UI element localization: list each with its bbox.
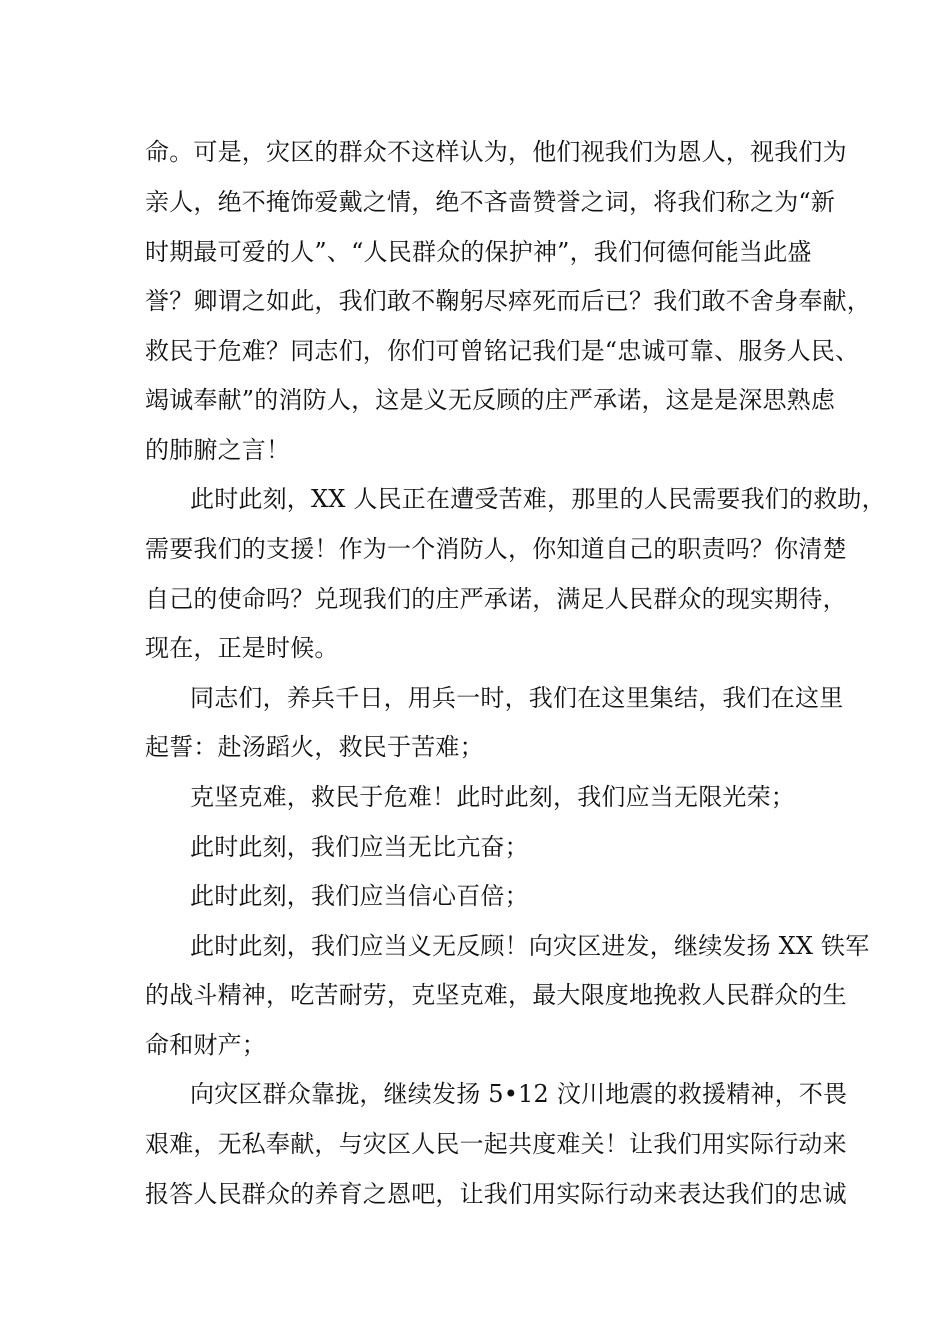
text-line: 向灾区群众靠拢，继续发扬 5•12 汶川地震的救援精神，不畏: [190, 1080, 848, 1108]
text-line: 命。可是，灾区的群众不这样认为，他们视我们为恩人，视我们为: [145, 138, 847, 166]
text-line: 自己的使命吗？兑现我们的庄严承诺，满足人民群众的现实期待，: [145, 585, 847, 613]
text-line: 现在，正是时候。: [145, 634, 339, 662]
text-line: 的战斗精神，吃苦耐劳，克坚克难，最大限度地挽救人民群众的生: [145, 981, 847, 1009]
text-line: 救民于危难？同志们，你们可曾铭记我们是“忠诚可靠、服务人民、: [145, 337, 860, 365]
text-line: 时期最可爱的人”、“人民群众的保护神”，我们何德何能当此盛: [145, 238, 812, 266]
text-line: 竭诚奉献”的消防人，这是义无反顾的庄严承诺，这是是深思熟虑: [145, 386, 836, 414]
text-line: 此时此刻，我们应当信心百倍；: [190, 882, 529, 910]
text-line: 亲人，绝不掩饰爱戴之情，绝不吝啬赞誉之词，将我们称之为“新: [145, 188, 836, 216]
text-line: 艰难，无私奉献，与灾区人民一起共度难关！让我们用实际行动来: [145, 1130, 847, 1158]
text-line: 此时此刻，XX 人民正在遭受苦难，那里的人民需要我们的救助，: [190, 485, 886, 513]
text-line: 誉？卿谓之如此，我们敢不鞠躬尽瘁死而后已？我们敢不舍身奉献，: [145, 287, 871, 315]
text-line: 克坚克难，救民于危难！此时此刻，我们应当无限光荣；: [190, 783, 795, 811]
text-line: 此时此刻，我们应当无比亢奋；: [190, 833, 529, 861]
text-line: 报答人民群众的养育之恩吧，让我们用实际行动来表达我们的忠诚: [145, 1180, 847, 1208]
text-line: 的肺腑之言！: [145, 436, 291, 464]
text-line: 命和财产；: [145, 1031, 266, 1059]
text-line: 需要我们的支援！作为一个消防人，你知道自己的职责吗？你清楚: [145, 535, 847, 563]
text-line: 此时此刻，我们应当义无反顾！向灾区进发，继续发扬 XX 铁军: [190, 932, 870, 960]
text-line: 起誓：赴汤蹈火，救民于苦难；: [145, 733, 484, 761]
text-line: 同志们，养兵千日，用兵一时，我们在这里集结，我们在这里: [190, 684, 844, 712]
